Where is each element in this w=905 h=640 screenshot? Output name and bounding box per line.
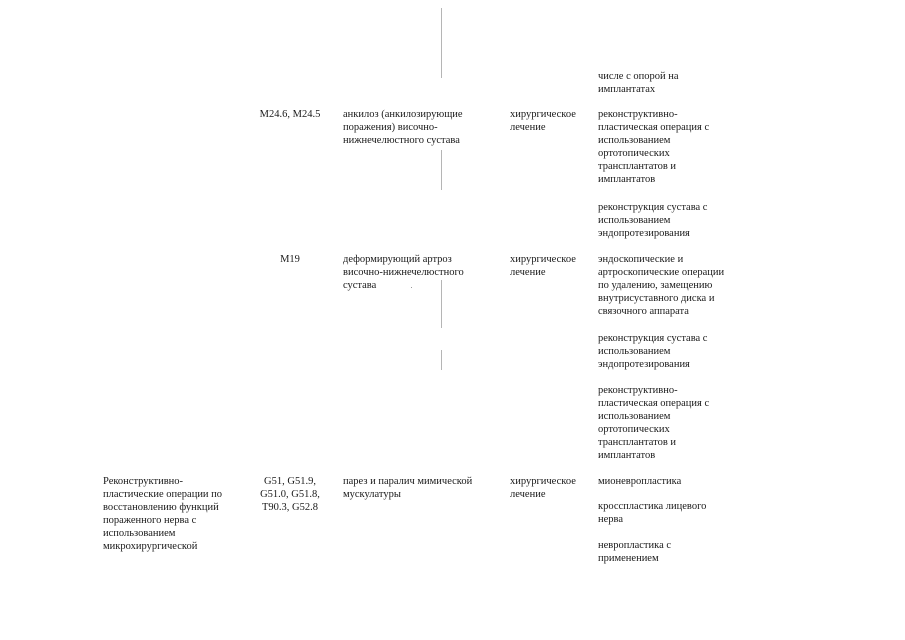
code-cell: [245, 475, 335, 514]
text-line: имплантатов: [598, 450, 656, 461]
text-line: деформирующий артроз: [343, 254, 452, 265]
method-cell: [598, 201, 707, 240]
text-line: эндоскопические и: [598, 254, 684, 265]
text-line: височно-нижнечелюстного: [343, 267, 464, 278]
text-line: эндопротезирования: [598, 359, 690, 370]
text-line: T90.3, G52.8: [262, 502, 318, 513]
text-line: анкилоз (анкилозирующие: [343, 109, 463, 120]
text-line: пластическая операция с: [598, 398, 710, 409]
diagnosis-cell: [343, 475, 472, 501]
code-cell: [245, 253, 335, 266]
text-line: имплантатах: [598, 84, 656, 95]
text-line: эндопротезирования: [598, 228, 690, 239]
text-line: нижнечелюстного сустава: [343, 135, 460, 146]
text-line: Реконструктивно-: [103, 476, 184, 487]
text-line: реконструкция сустава с: [598, 333, 708, 344]
method-cell: [598, 500, 706, 526]
text-line: лечение: [510, 489, 546, 500]
scan-artifact-line: [441, 8, 442, 78]
method-cell: [598, 253, 724, 318]
text-line: применением: [598, 553, 659, 564]
treatment-cell: [510, 253, 576, 279]
text-line: имплантатов: [598, 174, 656, 185]
text-line: M19: [280, 254, 300, 265]
text-line: реконструктивно-: [598, 109, 678, 120]
text-line: использованием: [103, 528, 176, 539]
text-line: использованием: [598, 135, 671, 146]
text-line: хирургическое: [510, 109, 576, 120]
text-line: сустава: [343, 280, 377, 291]
text-line: реконструкция сустава с: [598, 202, 708, 213]
text-line: пластические операции по: [103, 489, 223, 500]
text-line: G51, G51.9,: [264, 476, 316, 487]
text-line: пластическая операция с: [598, 122, 710, 133]
procedure-cell: [103, 475, 222, 553]
text-line: связочного аппарата: [598, 306, 689, 317]
text-line: лечение: [510, 267, 546, 278]
text-line: невропластика с: [598, 540, 672, 551]
text-line: числе с опорой на: [598, 71, 679, 82]
text-line: мускулатуры: [343, 489, 401, 500]
text-line: M24.6, M24.5: [259, 109, 321, 120]
text-line: использованием: [598, 346, 671, 357]
text-line: хирургическое: [510, 254, 576, 265]
text-line: G51.0, G51.8,: [260, 489, 320, 500]
scan-artifact-line: [441, 350, 442, 370]
text-line: восстановлению функций: [103, 502, 219, 513]
text-line: нерва: [598, 514, 624, 525]
text-line: парез и паралич мимической: [343, 476, 473, 487]
text-line: внутрисуставного диска и: [598, 293, 715, 304]
scan-artifact-line: [441, 150, 442, 190]
text-line: использованием: [598, 411, 671, 422]
text-line: ортотопических: [598, 424, 670, 435]
text-line: поражения) височно-: [343, 122, 438, 133]
text-line: пораженного нерва с: [103, 515, 197, 526]
diagnosis-cell: [343, 108, 463, 147]
treatment-cell: [510, 475, 576, 501]
diagnosis-cell: [343, 253, 464, 292]
method-cell: [598, 475, 681, 488]
text-line: лечение: [510, 122, 546, 133]
method-cell: [598, 384, 709, 462]
text-line: трансплантатов и: [598, 437, 677, 448]
text-line: трансплантатов и: [598, 161, 677, 172]
text-line: ортотопических: [598, 148, 670, 159]
method-cell: [598, 108, 709, 186]
text-line: кросспластика лицевого: [598, 501, 707, 512]
method-cell: [598, 70, 679, 96]
text-line: хирургическое: [510, 476, 576, 487]
text-line: реконструктивно-: [598, 385, 678, 396]
treatment-cell: [510, 108, 576, 134]
method-cell: [598, 539, 671, 565]
text-line: мионевропластика: [598, 476, 682, 487]
text-line: использованием: [598, 215, 671, 226]
code-cell: [245, 108, 335, 121]
text-line: артроскопические операции: [598, 267, 725, 278]
text-line: по удалению, замещению: [598, 280, 713, 291]
method-cell: [598, 332, 707, 371]
text-line: микрохирургической: [103, 541, 198, 552]
